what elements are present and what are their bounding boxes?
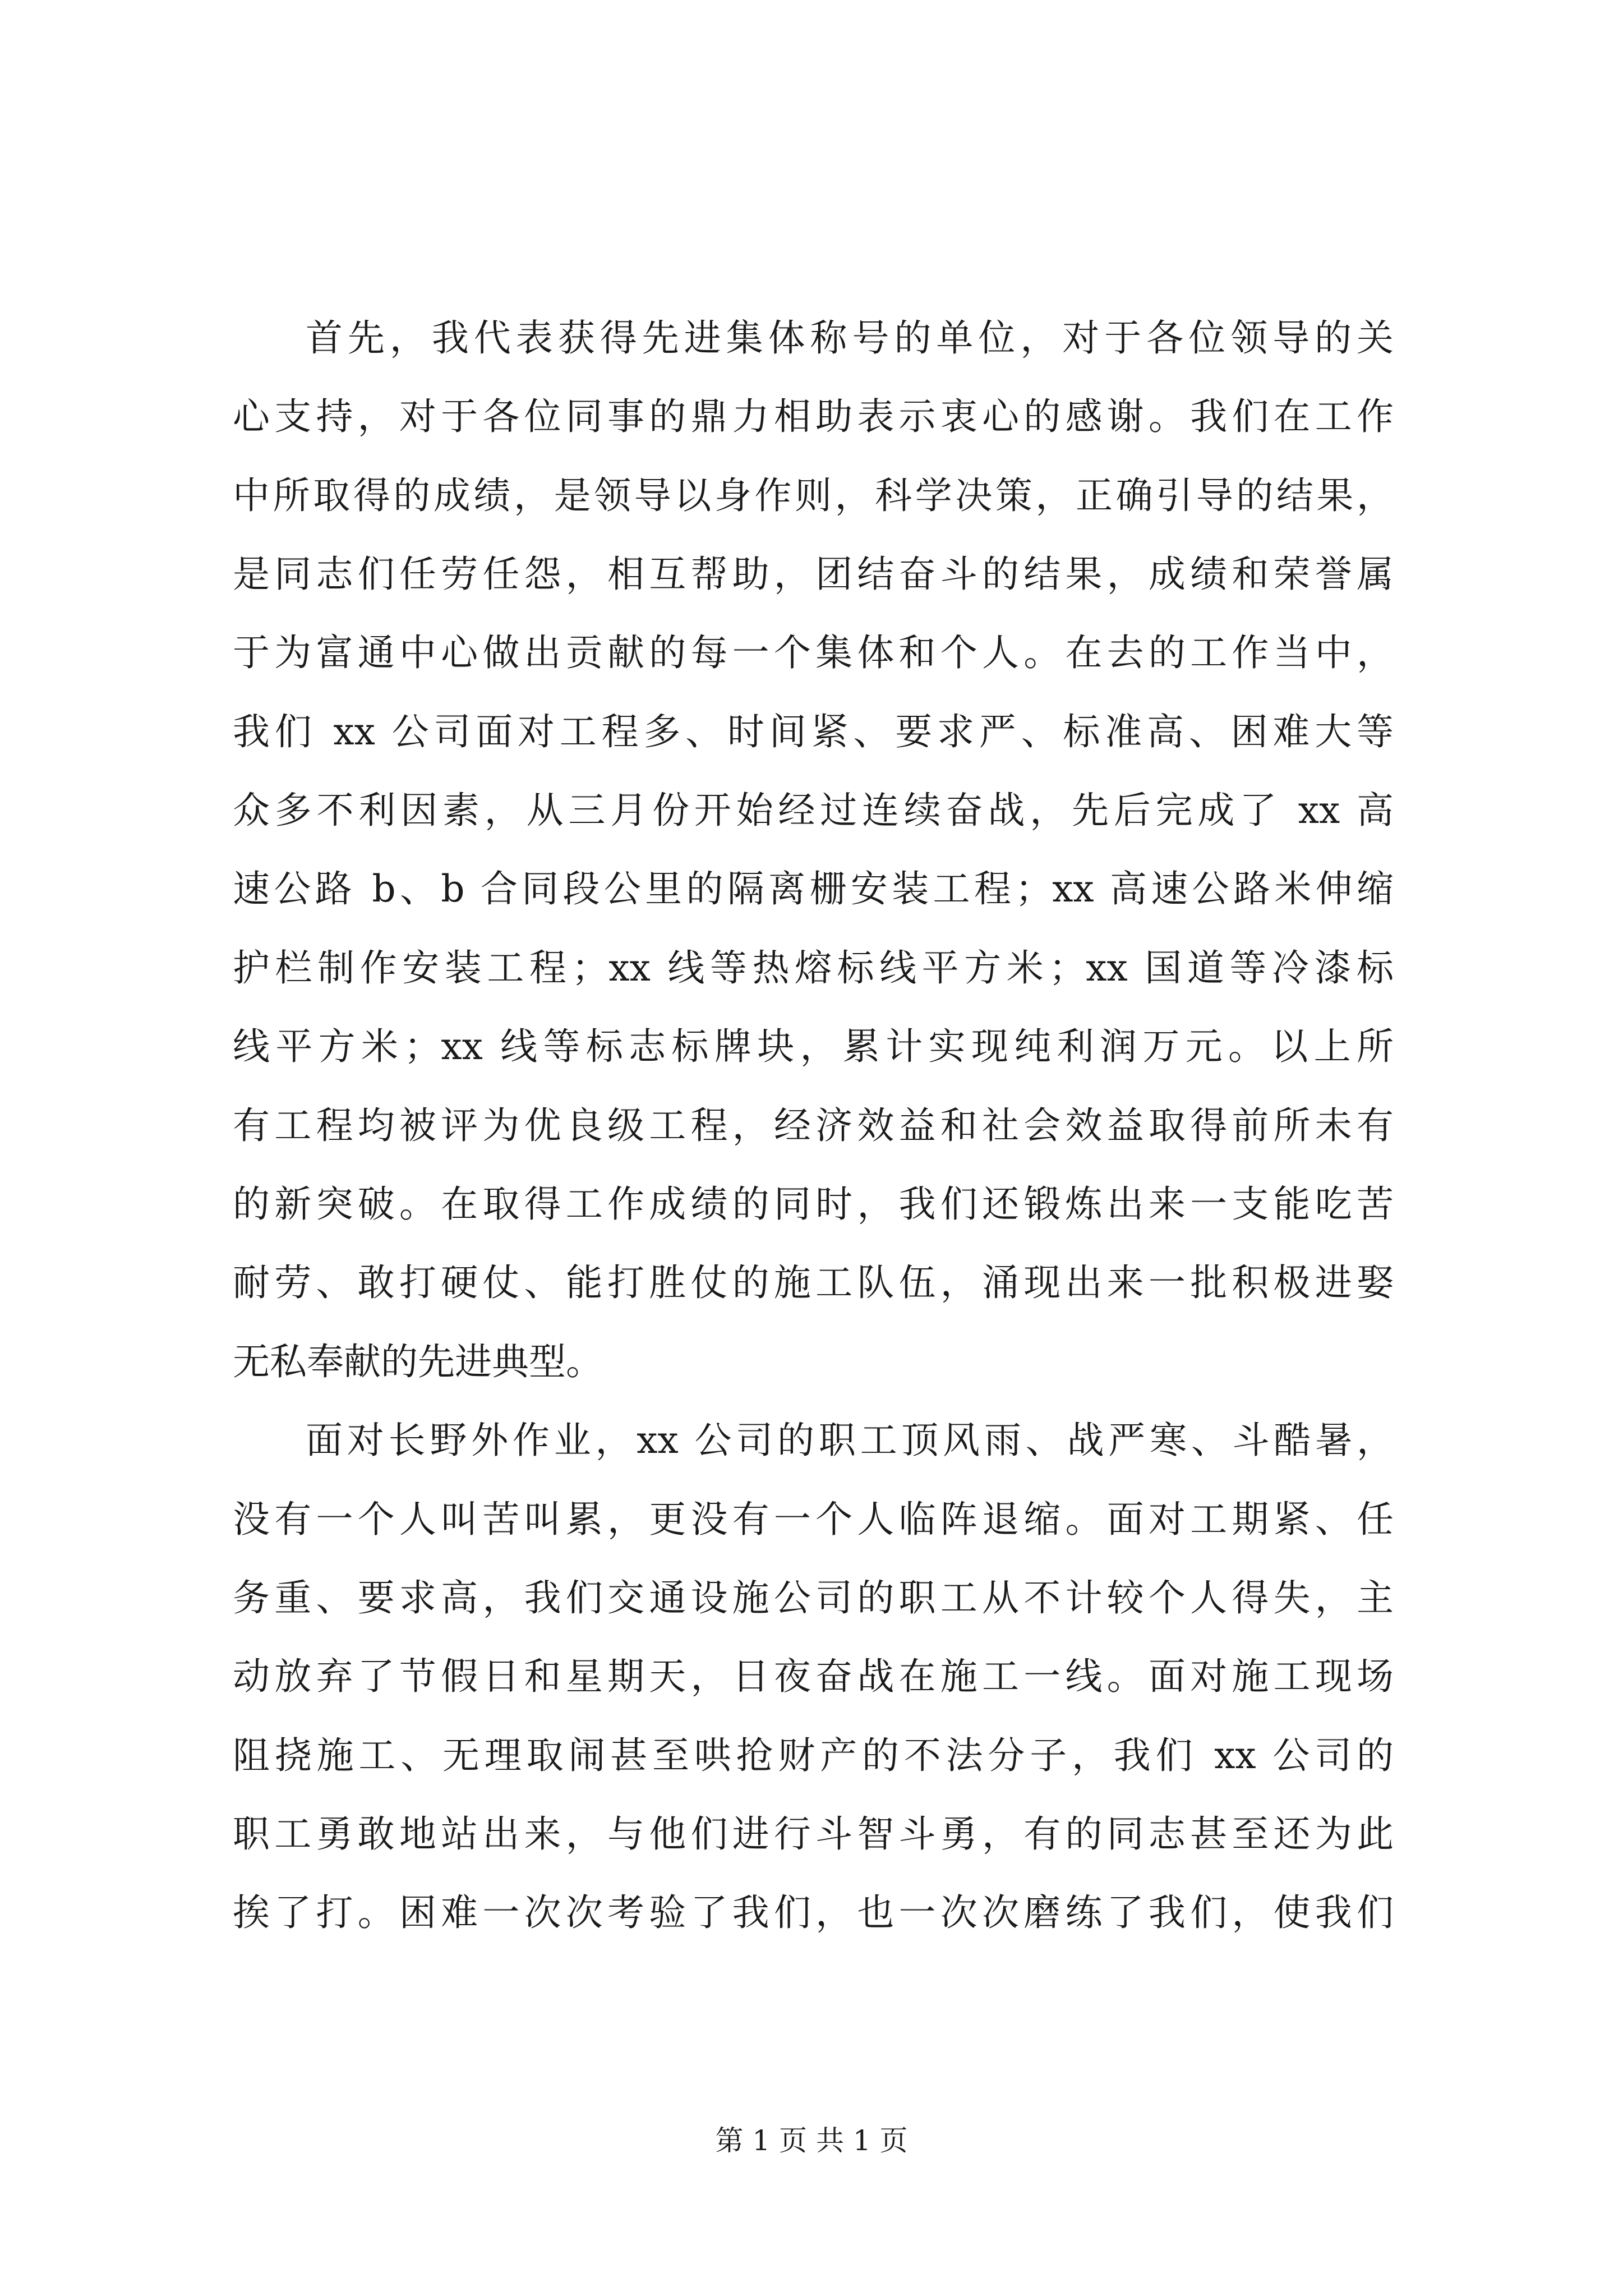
paragraph-2-line-5: 阻挠施工、无理取闹甚至哄抢财产的不法分子，我们 xx 公司的 — [233, 1734, 1394, 1777]
paragraph-2-line-6: 职工勇敢地站出来，与他们进行斗智斗勇，有的同志甚至还为此 — [233, 1812, 1394, 1856]
paragraph-1-line-3: 中所取得的成绩，是领导以身作则，科学决策，正确引导的结果， — [233, 474, 1394, 517]
paragraph-2-line-2: 没有一个人叫苦叫累，更没有一个人临阵退缩。面对工期紧、任 — [233, 1498, 1394, 1541]
paragraph-1-line-4: 是同志们任劳任怨，相互帮助，团结奋斗的结果，成绩和荣誉属 — [233, 553, 1394, 596]
paragraph-1-line-7: 众多不利因素，从三月份开始经过连续奋战，先后完成了 xx 高 — [233, 789, 1394, 832]
paragraph-2-line-3: 务重、要求高，我们交通设施公司的职工从不计较个人得失，主 — [233, 1576, 1394, 1619]
paragraph-2-line-4: 动放弃了节假日和星期天，日夜奋战在施工一线。面对施工现场 — [233, 1655, 1394, 1698]
paragraph-1-line-5: 于为富通中心做出贡献的每一个集体和个人。在去的工作当中， — [233, 631, 1394, 674]
paragraph-2-line-1: 面对长野外作业，xx 公司的职工顶风雨、战严寒、斗酷暑， — [306, 1419, 1394, 1462]
paragraph-1-line-6: 我们 xx 公司面对工程多、时间紧、要求严、标准高、困难大等 — [233, 710, 1394, 753]
paragraph-1-line-2: 心支持，对于各位同事的鼎力相助表示衷心的感谢。我们在工作 — [233, 395, 1394, 438]
paragraph-1-line-1: 首先，我代表获得先进集体称号的单位，对于各位领导的关 — [306, 316, 1394, 360]
paragraph-1-line-14: 无私奉献的先进典型。 — [233, 1340, 603, 1383]
paragraph-1-line-8: 速公路 b、b 合同段公里的隔离栅安装工程；xx 高速公路米伸缩 — [233, 867, 1394, 910]
paragraph-1-line-9: 护栏制作安装工程；xx 线等热熔标线平方米；xx 国道等冷漆标 — [233, 946, 1394, 990]
paragraph-1-line-12: 的新突破。在取得工作成绩的同时，我们还锻炼出来一支能吃苦 — [233, 1182, 1394, 1226]
paragraph-1-line-13: 耐劳、敢打硬仗、能打胜仗的施工队伍，涌现出来一批积极进娶 — [233, 1261, 1394, 1304]
paragraph-2-line-7: 挨了打。困难一次次考验了我们，也一次次磨练了我们，使我们 — [233, 1891, 1394, 1934]
paragraph-1-line-11: 有工程均被评为优良级工程，经济效益和社会效益取得前所未有 — [233, 1104, 1394, 1147]
paragraph-1-line-10: 线平方米；xx 线等标志标牌块，累计实现纯利润万元。以上所 — [233, 1025, 1394, 1068]
page-number-footer: 第 1 页 共 1 页 — [715, 2124, 908, 2157]
